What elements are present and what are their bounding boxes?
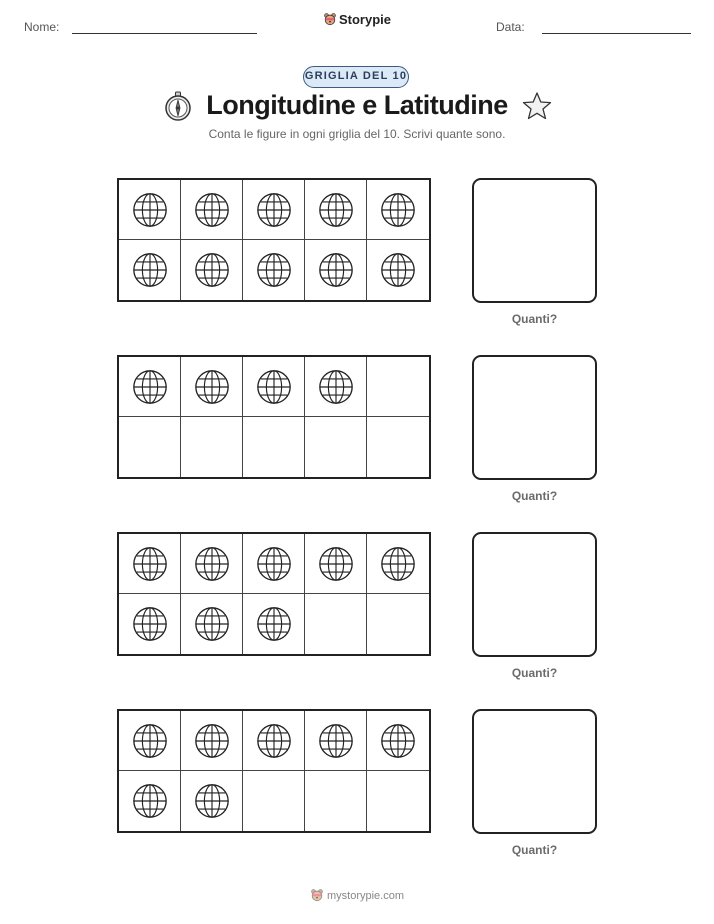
globe-icon: [131, 191, 169, 229]
globe-icon: [317, 722, 355, 760]
globe-icon: [255, 191, 293, 229]
star-icon: [521, 90, 553, 122]
ten-frame-cell: [367, 771, 429, 831]
ten-frame-1: [117, 178, 431, 302]
globe-icon: [193, 191, 231, 229]
globe-icon: [131, 782, 169, 820]
bear-icon: [323, 12, 337, 26]
ten-frame-cell: [305, 240, 367, 300]
ten-frame-cell: [305, 357, 367, 417]
ten-frame-cell: [305, 594, 367, 654]
brand-logo: [0, 12, 714, 27]
name-line[interactable]: [72, 33, 257, 34]
globe-icon: [317, 545, 355, 583]
globe-icon: [255, 605, 293, 643]
answer-box-4[interactable]: [472, 709, 597, 834]
ten-frame-cell: [119, 534, 181, 594]
answer-prompt-2: Quanti?: [511, 489, 558, 503]
ten-frame-2: [117, 355, 431, 479]
globe-icon: [317, 191, 355, 229]
globe-icon: [317, 368, 355, 406]
globe-icon: [131, 605, 169, 643]
ten-frame-cell: [119, 711, 181, 771]
ten-frame-cell: [305, 771, 367, 831]
ten-frame-cell: [119, 417, 181, 477]
ten-frame-cell: [367, 357, 429, 417]
ten-frame-cell: [243, 240, 305, 300]
ten-frame-cell: [181, 357, 243, 417]
ten-frame-cell: [181, 771, 243, 831]
date-line[interactable]: [542, 33, 691, 34]
globe-icon: [193, 251, 231, 289]
ten-frame-cell: [181, 417, 243, 477]
ten-frame-cell: [119, 357, 181, 417]
ten-frame-cell: [243, 417, 305, 477]
ten-frame-cell: [305, 417, 367, 477]
ten-frame-cell: [367, 711, 429, 771]
ten-frame-cell: [243, 711, 305, 771]
ten-frame-cell: [181, 534, 243, 594]
footer-url[interactable]: mystorypie.com: [326, 890, 405, 902]
globe-icon: [193, 722, 231, 760]
ten-frame-cell: [305, 711, 367, 771]
ten-frame-cell: [181, 240, 243, 300]
globe-icon: [255, 722, 293, 760]
ten-frame-cell: [305, 180, 367, 240]
ten-frame-cell: [119, 240, 181, 300]
globe-icon: [317, 251, 355, 289]
ten-frame-cell: [305, 534, 367, 594]
globe-icon: [255, 251, 293, 289]
brand-name: Storypie: [338, 12, 391, 27]
ten-frame-cell: [367, 417, 429, 477]
globe-icon: [379, 251, 417, 289]
globe-icon: [255, 368, 293, 406]
globe-icon: [131, 722, 169, 760]
ten-frame-cell: [367, 534, 429, 594]
bear-icon: [310, 888, 324, 902]
globe-icon: [193, 545, 231, 583]
ten-frame-cell: [181, 594, 243, 654]
ten-frame-cell: [243, 594, 305, 654]
globe-icon: [379, 191, 417, 229]
page-title: Longitudine e Latitudine: [206, 90, 508, 120]
ten-frame-cell: [243, 357, 305, 417]
globe-icon: [131, 545, 169, 583]
globe-icon: [255, 545, 293, 583]
globe-icon: [193, 782, 231, 820]
worksheet-type-badge: GRIGLIA DEL 10: [303, 66, 409, 88]
footer: [0, 888, 714, 902]
ten-frame-3: [117, 532, 431, 656]
date-label: Data:: [496, 20, 525, 34]
ten-frame-cell: [367, 180, 429, 240]
instructions: Conta le figure in ogni griglia del 10. Scrivi quante sono.: [208, 127, 506, 141]
answer-box-1[interactable]: [472, 178, 597, 303]
ten-frame-cell: [243, 534, 305, 594]
ten-frame-cell: [367, 240, 429, 300]
answer-prompt-4: Quanti?: [511, 843, 558, 857]
answer-prompt-1: Quanti?: [511, 312, 558, 326]
answer-prompt-3: Quanti?: [511, 666, 558, 680]
ten-frame-cell: [119, 594, 181, 654]
globe-icon: [131, 368, 169, 406]
globe-icon: [193, 605, 231, 643]
globe-icon: [379, 722, 417, 760]
ten-frame-cell: [181, 711, 243, 771]
ten-frame-cell: [243, 771, 305, 831]
name-label: Nome:: [24, 20, 60, 34]
globe-icon: [193, 368, 231, 406]
ten-frame-cell: [181, 180, 243, 240]
answer-box-2[interactable]: [472, 355, 597, 480]
ten-frame-cell: [243, 180, 305, 240]
globe-icon: [131, 251, 169, 289]
ten-frame-cell: [119, 771, 181, 831]
ten-frame-4: [117, 709, 431, 833]
ten-frame-cell: [367, 594, 429, 654]
ten-frame-cell: [119, 180, 181, 240]
answer-box-3[interactable]: [472, 532, 597, 657]
globe-icon: [379, 545, 417, 583]
